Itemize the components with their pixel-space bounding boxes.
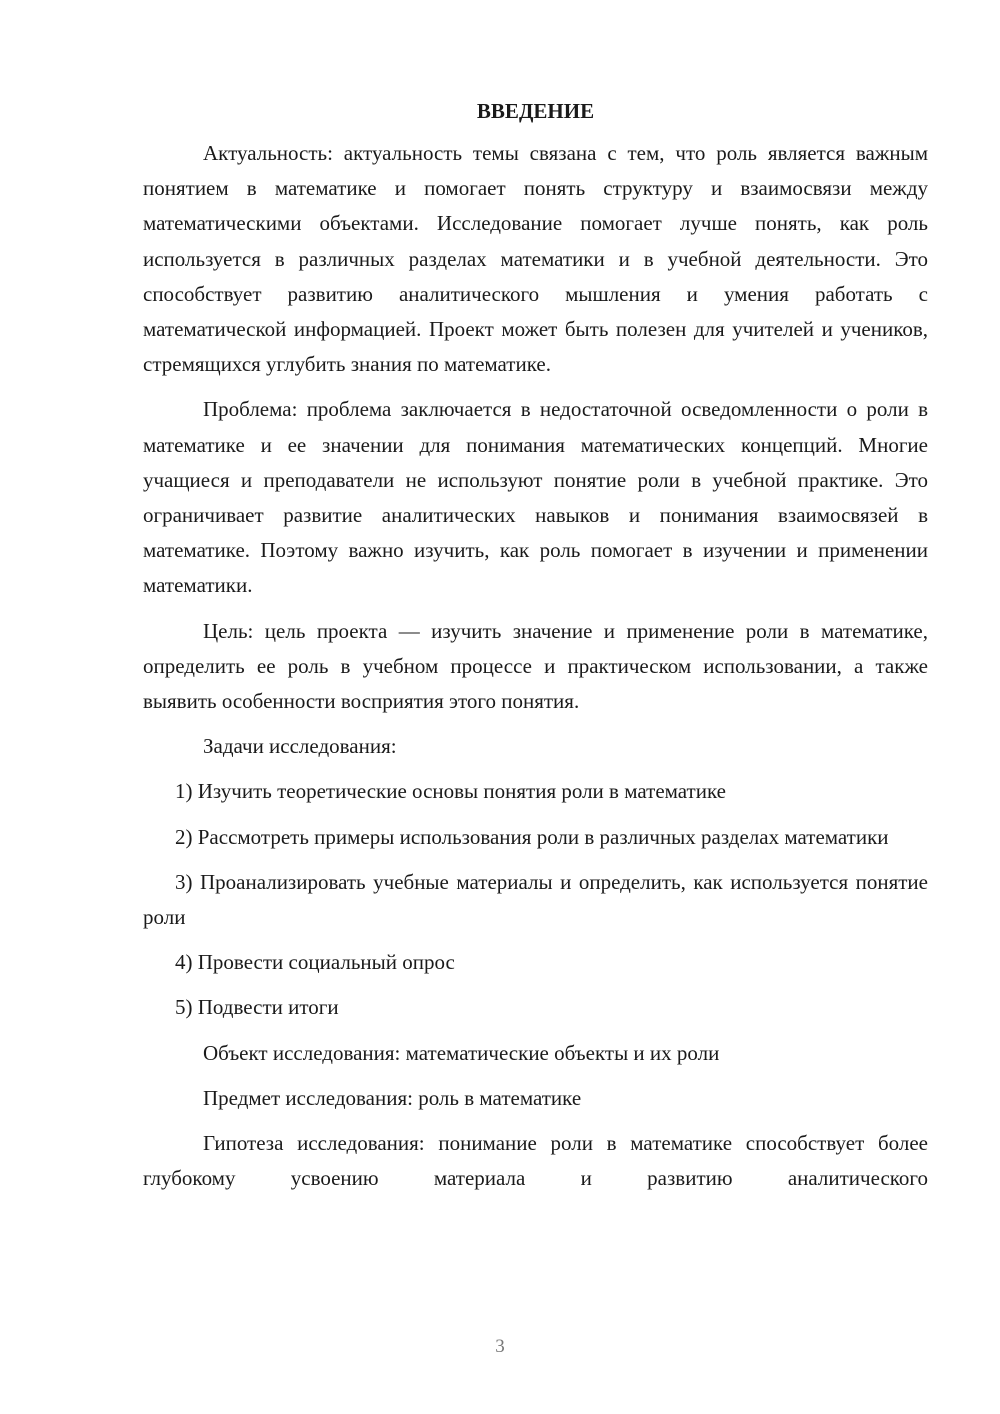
tasks-heading: Задачи исследования: xyxy=(203,734,397,759)
relevance-paragraph: Актуальность: актуальность темы связана с тем, что роль является важным понятием в математике и помогает понять структуру и взаимосвязи между математическими объектами. Исследование помогает лучше понять, как роль используется в различных разделах математики и в учебной деятельности. Это способствует развитию аналитического мышления и умения работать с математической информацией. Проект может быть полезен для учителей и учеников, стремящихся углубить знания по математике. xyxy=(143,141,928,377)
task-item-2: 2) Рассмотреть примеры использования роли в различных разделах математики xyxy=(175,824,889,849)
task-item-3: 3) Проанализировать учебные материалы и определить, как используется понятие роли xyxy=(143,869,928,930)
task-item-5: 5) Подвести итоги xyxy=(175,995,339,1020)
goal-paragraph: Цель: цель проекта — изучить значение и применение роли в математике, определить ее роль в учебном процессе и практическом использовании, а также выявить особенности восприятия этого понятия. xyxy=(143,618,928,714)
task-item-1: 1) Изучить теоретические основы понятия роли в математике xyxy=(175,779,726,804)
problem-paragraph: Проблема: проблема заключается в недостаточной осведомленности о роли в математике и ее значении для понимания математических концепций. Многие учащиеся и преподаватели не используют понятие роли в учебной практике. Это ограничивает развитие аналитических навыков и понимания взаимосвязей в математике. Поэтому важно изучить, как роль помогает в изучении и применении математики. xyxy=(143,397,928,598)
document-page xyxy=(143,93,928,1206)
task-item-4: 4) Провести социальный опрос xyxy=(175,950,455,975)
research-subject: Предмет исследования: роль в математике xyxy=(203,1085,582,1110)
hypothesis-paragraph: Гипотеза исследования: понимание роли в математике способствует более глубокому усвоению материала и развитию аналитического xyxy=(143,1131,928,1191)
page-number: 3 xyxy=(495,1336,505,1357)
research-object: Объект исследования: математические объекты и их роли xyxy=(203,1040,720,1065)
section-title: ВВЕДЕНИЕ xyxy=(476,99,595,123)
